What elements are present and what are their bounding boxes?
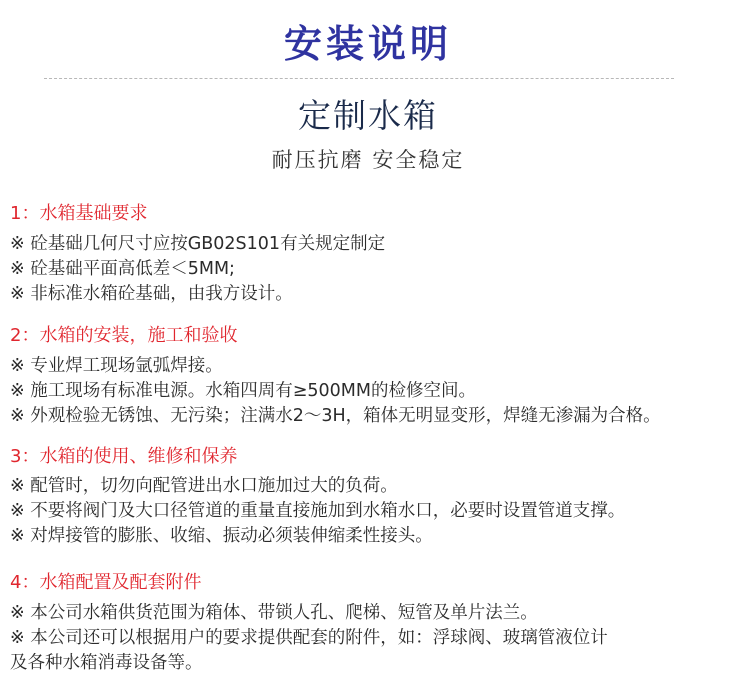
section-usage-maintenance bbox=[10, 443, 734, 549]
list-item: ※ 非标准水箱砼基础，由我方设计。 bbox=[10, 284, 293, 304]
list-item: ※ 砼基础平面高低差＜5MM; bbox=[10, 259, 235, 279]
page-title: 安装说明 bbox=[283, 22, 452, 66]
list-item: ※ 本公司还可以根据用户的要求提供配套的附件，如：浮球阀、玻璃管液位计 bbox=[10, 628, 608, 648]
list-item: ※ 外观检验无锈蚀、无污染；注满水2～3H，箱体无明显变形，焊缝无渗漏为合格。 bbox=[10, 406, 661, 426]
section-heading: 2：水箱的安装，施工和验收 bbox=[10, 325, 238, 346]
section-foundation-requirements bbox=[10, 200, 734, 307]
product-tagline: 耐压抗磨 安全稳定 bbox=[271, 148, 465, 172]
section-installation bbox=[10, 322, 734, 429]
list-item: ※ 施工现场有标准电源。水箱四周有≥500MM的检修空间。 bbox=[10, 381, 476, 401]
list-item: ※ 不要将阀门及大口径管道的重量直接施加到水箱水口，必要时设置管道支撑。 bbox=[10, 501, 626, 521]
section-heading: 3：水箱的使用、维修和保养 bbox=[10, 446, 238, 467]
list-item: ※ 对焊接管的膨胀、收缩、振动必须装伸缩柔性接头。 bbox=[10, 526, 433, 546]
title-divider bbox=[44, 78, 674, 79]
list-item: ※ 本公司水箱供货范围为箱体、带锁人孔、爬梯、短管及单片法兰。 bbox=[10, 603, 538, 623]
list-item: ※ 砼基础几何尺寸应按GB02S101有关规定制定 bbox=[10, 234, 386, 254]
section-heading: 1：水箱基础要求 bbox=[10, 203, 148, 224]
list-item: ※ 配管时，切勿向配管进出水口施加过大的负荷。 bbox=[10, 476, 398, 496]
list-item: ※ 专业焊工现场氩弧焊接。 bbox=[10, 356, 223, 376]
list-item: 及各种水箱消毒设备等。 bbox=[10, 653, 203, 673]
product-subtitle: 定制水箱 bbox=[298, 96, 438, 135]
section-configuration-accessories bbox=[10, 569, 734, 676]
section-heading: 4：水箱配置及配套附件 bbox=[10, 572, 202, 593]
